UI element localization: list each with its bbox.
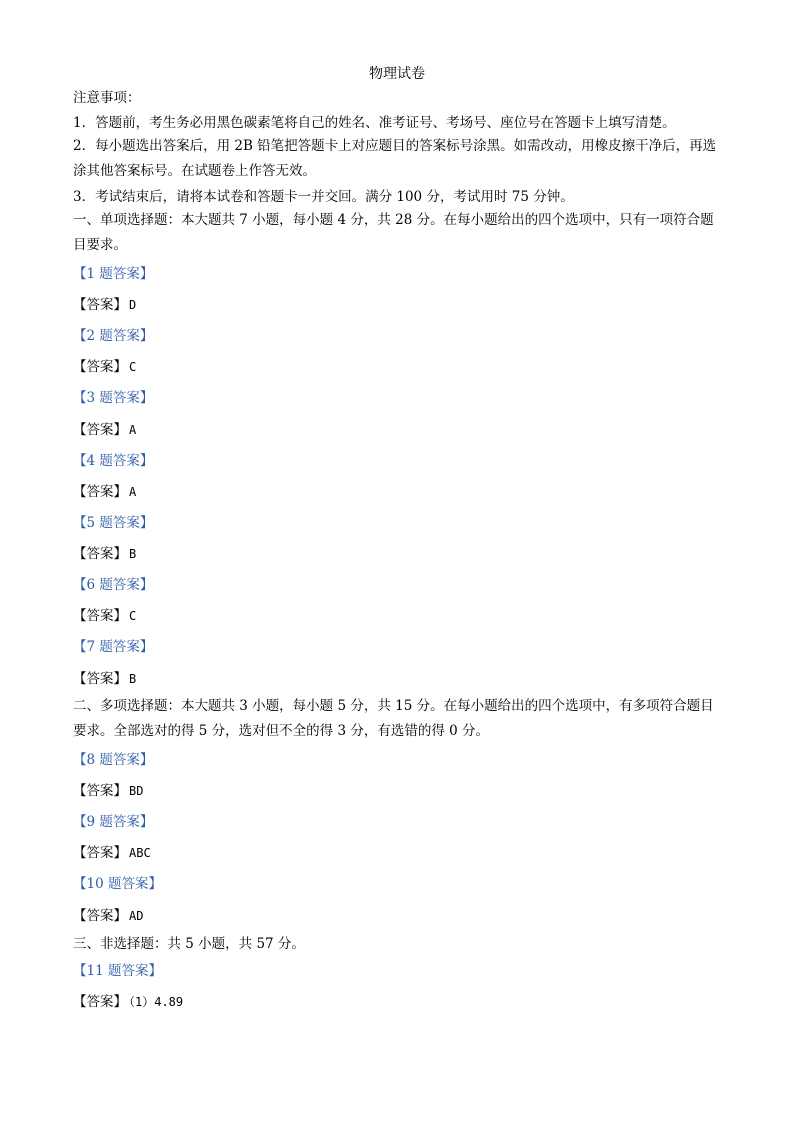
answer-label: 【答案】 <box>73 359 127 375</box>
answer-value: C <box>129 360 137 374</box>
answer-value: B <box>129 672 137 686</box>
answer-value: D <box>129 298 137 312</box>
answer-value: BD <box>129 784 144 798</box>
question-7-answer <box>73 669 136 689</box>
answer-label: 【答案】 <box>73 845 127 861</box>
question-1-head: 【1 题答案】 <box>73 266 154 282</box>
answer-label: 【答案】 <box>73 908 127 924</box>
question-3-head: 【3 题答案】 <box>73 390 154 406</box>
answer-value: AD <box>129 909 144 923</box>
question-2-answer <box>73 357 136 377</box>
notice-item-3: 3．考试结束后，请将本试卷和答题卡一并交回。满分 100 分，考试用时 75 分钟。 <box>73 189 574 205</box>
answer-label: 【答案】 <box>73 546 127 562</box>
answer-value: B <box>129 547 137 561</box>
question-9-answer <box>73 843 151 863</box>
answer-label: 【答案】 <box>73 484 127 500</box>
answer-label: 【答案】 <box>73 994 127 1010</box>
notice-item-2: 2．每小题选出答案后，用 2B 铅笔把答题卡上对应题目的答案标号涂黑。如需改动，用橡皮擦干净后，再选涂其他答案标号。在试题卷上作答无效。 <box>73 138 717 179</box>
question-6-head: 【6 题答案】 <box>73 577 154 593</box>
notice-heading: 注意事项： <box>73 90 141 106</box>
answer-label: 【答案】 <box>73 422 127 438</box>
question-10-answer <box>73 906 143 926</box>
answer-value: A <box>129 423 137 437</box>
notice-item-1: 1．答题前，考生务必用黑色碳素笔将自己的姓名、准考证号、考场号、座位号在答题卡上填写清楚。 <box>73 115 676 131</box>
question-2-head: 【2 题答案】 <box>73 328 154 344</box>
answer-label: 【答案】 <box>73 297 127 313</box>
section-heading-3: 三、非选择题：共 5 小题，共 57 分。 <box>73 936 305 952</box>
page-title: 物理试卷 <box>369 66 425 82</box>
question-8-head: 【8 题答案】 <box>73 752 154 768</box>
question-4-answer <box>73 482 136 502</box>
question-10-head: 【10 题答案】 <box>73 876 162 892</box>
question-11-answer <box>73 992 183 1012</box>
answer-label: 【答案】 <box>73 671 127 687</box>
question-7-head: 【7 题答案】 <box>73 639 154 655</box>
answer-value: A <box>129 485 137 499</box>
question-11-head: 【11 题答案】 <box>73 963 162 979</box>
answer-value: ABC <box>129 846 151 860</box>
question-5-answer <box>73 544 136 564</box>
answer-label: 【答案】 <box>73 783 127 799</box>
answer-value: （1）4.89 <box>129 995 184 1009</box>
question-6-answer <box>73 606 136 626</box>
answer-value: C <box>129 609 137 623</box>
question-4-head: 【4 题答案】 <box>73 453 154 469</box>
answer-label: 【答案】 <box>73 608 127 624</box>
question-8-answer <box>73 781 143 801</box>
question-3-answer <box>73 420 136 440</box>
question-1-answer <box>73 295 136 315</box>
section-heading-1: 一、单项选择题：本大题共 7 小题，每小题 4 分，共 28 分。在每小题给出的四个选项中，只有一项符合题目要求。 <box>73 212 714 253</box>
section-heading-2: 二、多项选择题：本大题共 3 小题，每小题 5 分，共 15 分。在每小题给出的四个选项中，有多项符合题目要求。全部选对的得 5 分，选对但不全的得 3 分，有选错的得 0 分。 <box>73 698 714 739</box>
question-9-head: 【9 题答案】 <box>73 814 154 830</box>
question-5-head: 【5 题答案】 <box>73 515 154 531</box>
